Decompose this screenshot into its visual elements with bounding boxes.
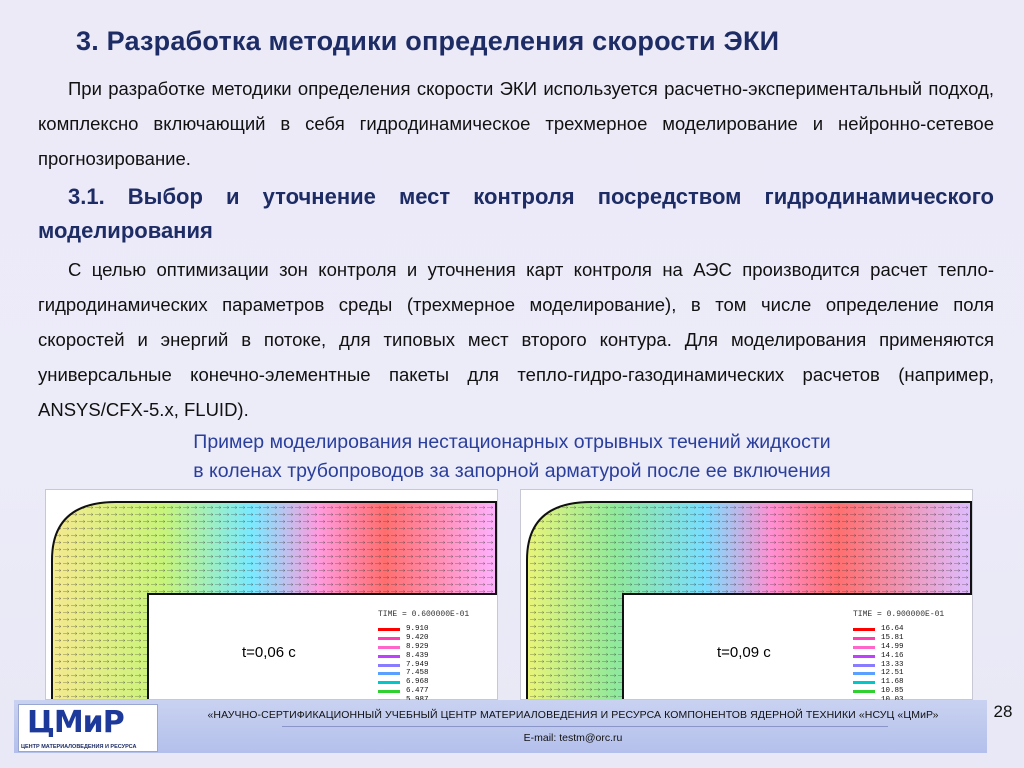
time-label-1: t=0,06 с	[242, 644, 296, 661]
legend-entry: 14.99	[853, 643, 923, 652]
legend-swatch	[853, 690, 875, 693]
legend-swatch	[378, 655, 400, 658]
legend-entry: 6.968	[378, 678, 448, 687]
body-paragraph: С целью оптимизации зон контроля и уточнения карт контроля на АЭС производится расчет тепло-гидродинамических параметров среды (трехмерное моделирование), в том числе определение поля скоростей и энергий в потоке, для типовых мест второго контура. Для моделирования применяются универсальные конечно-элементные пакеты для тепло-гидро-газодинамических расчетов (например, ANSYS/CFX-5.x, FLUID).	[38, 259, 994, 420]
organization-logo	[18, 704, 158, 752]
legend-entry: 12.51	[853, 669, 923, 678]
time-header-2: TIME = 0.900000E-01	[853, 610, 945, 619]
color-legend-2	[853, 625, 923, 705]
legend-swatch	[853, 637, 875, 640]
time-header-1: TIME = 0.600000E-01	[378, 610, 470, 619]
organization-name: «НАУЧНО-СЕРТИФИКАЦИОННЫЙ УЧЕБНЫЙ ЦЕНТР МАТЕРИАЛОВЕДЕНИЯ И РЕСУРСА КОМПОНЕНТОВ ЯДЕРНОЙ ТЕХНИКИ «НСУЦ «ЦМиР»	[207, 709, 939, 721]
figure-caption	[80, 428, 944, 486]
intro-paragraph: При разработке методики определения скорости ЭКИ используется расчетно-экспериментальный подход, комплексно включающий в себя гидродинамическое трехмерное моделирование и нейронно-сетевое прогнозирование.	[38, 78, 994, 169]
time-label-2: t=0,09 с	[717, 644, 771, 661]
contact-email: E-mail: testm@orc.ru	[523, 732, 623, 744]
legend-swatch	[378, 681, 400, 684]
simulation-image-1	[45, 489, 498, 700]
legend-swatch	[378, 690, 400, 693]
simulation-image-2	[520, 489, 973, 700]
legend-entry: 9.910	[378, 625, 448, 634]
legend-swatch	[378, 637, 400, 640]
legend-entry: 8.929	[378, 643, 448, 652]
caption-line-1: Пример моделирования нестационарных отрывных течений жидкости	[193, 431, 831, 453]
color-legend-1	[378, 625, 448, 705]
legend-swatch	[378, 664, 400, 667]
legend-swatch	[378, 628, 400, 631]
legend-entry: 9.420	[378, 634, 448, 643]
legend-swatch	[853, 628, 875, 631]
caption-line-2: в коленах трубопроводов за запорной арматурой после ее включения	[193, 460, 831, 482]
legend-entry: 6.477	[378, 687, 448, 696]
legend-entry: 7.458	[378, 669, 448, 678]
logo-caption: ЦЕНТР МАТЕРИАЛОВЕДЕНИЯ И РЕСУРСА	[21, 744, 137, 750]
legend-swatch	[853, 681, 875, 684]
legend-entry: 7.949	[378, 661, 448, 670]
legend-swatch	[378, 672, 400, 675]
legend-swatch	[853, 672, 875, 675]
legend-entry: 15.81	[853, 634, 923, 643]
page-number: 28	[993, 702, 1013, 721]
legend-entry: 16.64	[853, 625, 923, 634]
legend-swatch	[378, 646, 400, 649]
footer-divider	[282, 726, 888, 727]
slide-title: 3. Разработка методики определения скорости ЭКИ	[76, 26, 780, 56]
legend-entry: 14.16	[853, 652, 923, 661]
logo-wordmark: ЦМиР	[27, 705, 124, 740]
legend-entry: 11.68	[853, 678, 923, 687]
section-heading: 3.1. Выбор и уточнение мест контроля посредством гидродинамического моделирования	[38, 184, 994, 243]
legend-swatch	[853, 655, 875, 658]
legend-swatch	[853, 664, 875, 667]
legend-entry: 8.439	[378, 652, 448, 661]
legend-entry: 13.33	[853, 661, 923, 670]
legend-swatch	[853, 646, 875, 649]
legend-entry: 10.85	[853, 687, 923, 696]
footer-bar	[14, 700, 987, 753]
